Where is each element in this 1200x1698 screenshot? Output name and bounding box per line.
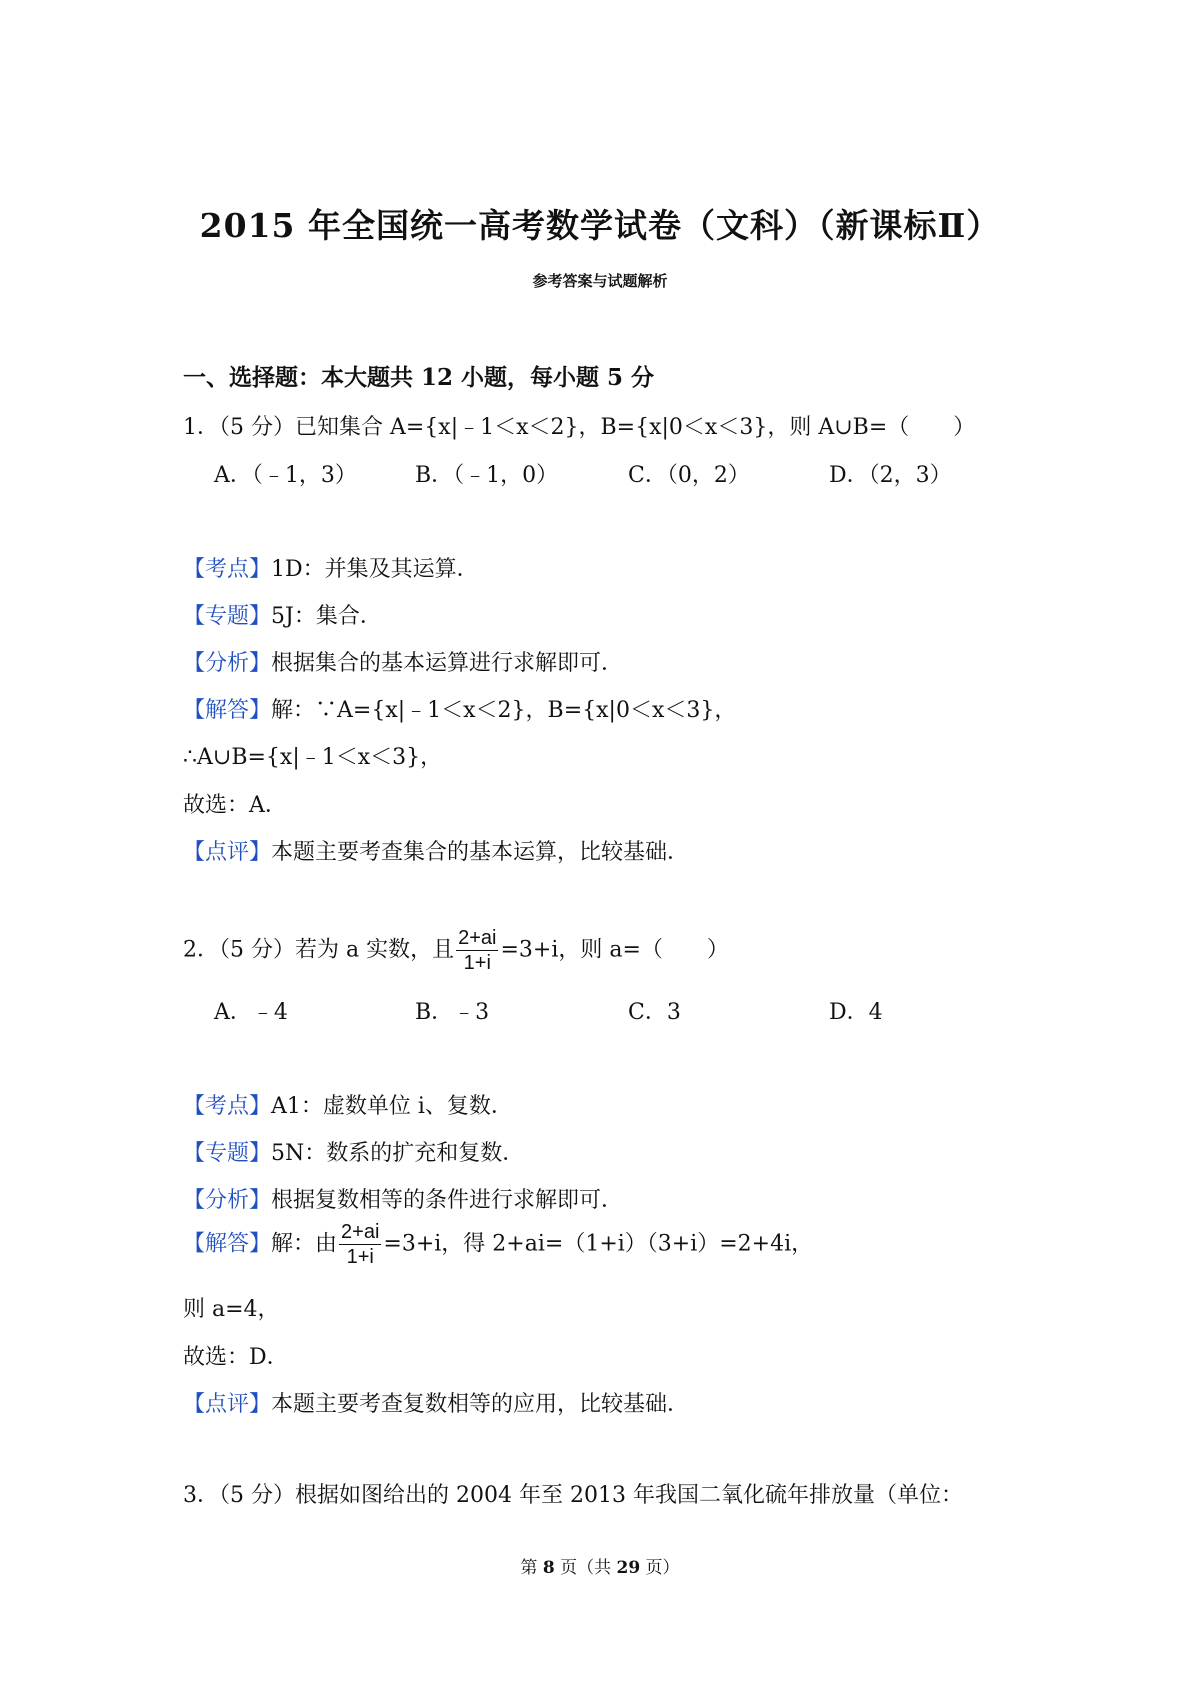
jieda-tag: 【解答】 (183, 698, 272, 723)
question-1-solution-line-2: ∴A∪B={x|﹣1＜x＜3}， (183, 745, 443, 770)
fenxi-tag: 【分析】 (183, 1188, 272, 1213)
kaodian-tag: 【考点】 (183, 1094, 272, 1119)
jieda-text-after: =3+i，得 2+ai=（1+i）（3+i）=2+4i， (383, 1231, 814, 1257)
kaodian-text: A1：虚数单位 i、复数． (271, 1094, 513, 1119)
question-2-fraction (456, 926, 498, 975)
fenxi-text: 根据复数相等的条件进行求解即可． (271, 1188, 624, 1213)
zhuanti-tag: 【专题】 (183, 604, 272, 629)
jieda-text: 解：∵A={x|﹣1＜x＜2}，B={x|0＜x＜3}， (271, 698, 737, 723)
question-2-stem-after: =3+i，则 a=（ ） (500, 937, 729, 963)
question-2-option-b: B．﹣3 (415, 1000, 490, 1025)
question-2-option-d: D．4 (829, 1000, 883, 1025)
question-2-dianping (183, 1387, 689, 1418)
fenxi-tag: 【分析】 (183, 651, 272, 676)
question-1-fenxi (183, 646, 623, 677)
zhuanti-text: 5N：数系的扩充和复数． (271, 1141, 525, 1166)
question-1-option-c: C．（0，2） (628, 463, 750, 488)
dianping-text: 本题主要考查集合的基本运算，比较基础． (271, 840, 690, 865)
zhuanti-text: 5J：集合． (271, 604, 382, 629)
dianping-text: 本题主要考查复数相等的应用，比较基础． (271, 1392, 690, 1417)
jieda-text-before: 解：由 (271, 1231, 338, 1257)
footer-total-pages: 29 (616, 1558, 641, 1578)
fraction-numerator: 2+ai (458, 927, 497, 949)
kaodian-text: 1D：并集及其运算． (271, 557, 479, 582)
section-heading: 一、选择题：本大题共 12 小题，每小题 5 分 (183, 364, 655, 391)
question-1-stem: 1．（5 分）已知集合 A={x|﹣1＜x＜2}，B={x|0＜x＜3}，则 A∪B=（ ） (183, 415, 976, 440)
question-2-solution-line-2: 则 a=4， (183, 1297, 280, 1322)
fenxi-text: 根据集合的基本运算进行求解即可． (271, 651, 624, 676)
question-2-option-a: A．﹣4 (214, 1000, 288, 1025)
footer-prefix: 第 (520, 1558, 543, 1578)
question-2-stem (183, 926, 729, 975)
footer-middle: 页（共 (554, 1558, 617, 1578)
fraction-denominator: 1+i (346, 1246, 374, 1268)
footer-page-number: 8 (542, 1558, 555, 1578)
footer-suffix: 页） (640, 1558, 680, 1578)
jieda-tag: 【解答】 (183, 1231, 272, 1257)
page-footer (0, 1553, 1200, 1578)
fraction-numerator: 2+ai (341, 1221, 380, 1243)
question-1-answer: 故选：A． (183, 793, 287, 818)
question-1-jieda (183, 693, 736, 724)
question-2-fenxi (183, 1183, 623, 1214)
question-2-kaodian (183, 1089, 513, 1120)
question-2-stem-before: 2．（5 分）若为 a 实数，且 (183, 937, 455, 963)
kaodian-tag: 【考点】 (183, 557, 272, 582)
question-1-kaodian (183, 552, 479, 583)
fraction-denominator: 1+i (463, 952, 491, 974)
page-title: 2015 年全国统一高考数学试卷（文科）（新课标Ⅱ） (199, 206, 1001, 245)
zhuanti-tag: 【专题】 (183, 1141, 272, 1166)
question-1-option-d: D．（2，3） (829, 463, 952, 488)
question-2-answer: 故选：D． (183, 1345, 289, 1370)
question-2-jieda (183, 1220, 813, 1269)
page-subtitle: 参考答案与试题解析 (532, 272, 668, 290)
dianping-tag: 【点评】 (183, 840, 272, 865)
question-3-stem: 3．（5 分）根据如图给出的 2004 年至 2013 年我国二氧化硫年排放量（单位： (183, 1483, 963, 1508)
question-1-zhuanti (183, 599, 382, 630)
jieda-fraction (339, 1220, 381, 1269)
question-2-zhuanti (183, 1136, 524, 1167)
dianping-tag: 【点评】 (183, 1392, 272, 1417)
question-1-dianping (183, 835, 689, 866)
question-2-option-c: C．3 (628, 1000, 681, 1025)
question-1-option-b: B．（﹣1，0） (415, 463, 559, 488)
question-1-option-a: A．（﹣1，3） (214, 463, 357, 488)
